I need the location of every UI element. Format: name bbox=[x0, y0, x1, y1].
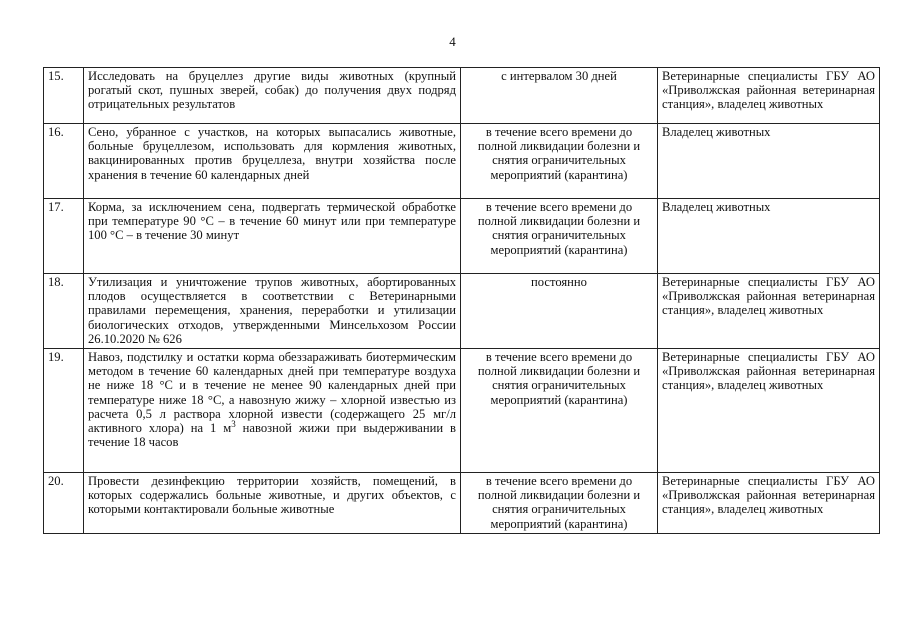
responsible-text: Ветеринарные специалисты ГБУ АО «Приволжская районная ветеринарная станция», владелец животных bbox=[658, 473, 880, 534]
row-number: 20. bbox=[44, 473, 84, 534]
table-row bbox=[44, 473, 880, 534]
row-number: 17. bbox=[44, 199, 84, 274]
row-number: 15. bbox=[44, 68, 84, 124]
term-text: с интервалом 30 дней bbox=[461, 68, 658, 124]
table-row bbox=[44, 68, 880, 124]
row-number: 18. bbox=[44, 274, 84, 349]
responsible-text: Ветеринарные специалисты ГБУ АО «Приволжская районная ветеринарная станция», владелец животных bbox=[658, 349, 880, 473]
measure-text: Корма, за исключением сена, подвергать термической обработке при температуре 90 °С – в течение 60 минут или при температуре 100 °С – в течение 30 минут bbox=[84, 199, 461, 274]
table-row bbox=[44, 124, 880, 199]
measure-text: Сено, убранное с участков, на которых выпасались животные, больные бруцеллезом, использовать для кормления животных, вакцинированных против бруцеллеза, внутри хозяйства после хранения в течение 60 календарных дней bbox=[84, 124, 461, 199]
table-row bbox=[44, 199, 880, 274]
measure-text-part: Навоз, подстилку и остатки корма обеззараживать биотермическим методом в течение 60 календарных дней при температуре воздуха не ниже 18 °С и в течение не менее 90 календарных дней при температуре ниже 18 °С, а навозную жижу – хлорной известью из расчета 0,5 л раствора хлорной извести (содержащего 25 мг/л активного хлора) на 1 м bbox=[88, 350, 456, 436]
responsible-text: Ветеринарные специалисты ГБУ АО «Приволжская районная ветеринарная станция», владелец животных bbox=[658, 274, 880, 349]
measure-text bbox=[84, 349, 461, 473]
measures-table bbox=[43, 67, 880, 534]
page-number: 4 bbox=[449, 34, 456, 49]
row-number: 16. bbox=[44, 124, 84, 199]
table-row bbox=[44, 349, 880, 473]
measure-text: Исследовать на бруцеллез другие виды животных (крупный рогатый скот, пушных зверей, собак) до получения двух подряд отрицательных результатов bbox=[84, 68, 461, 124]
responsible-text: Ветеринарные специалисты ГБУ АО «Приволжская районная ветеринарная станция», владелец животных bbox=[658, 68, 880, 124]
term-text: в течение всего времени до полной ликвидации болезни и снятия ограничительных мероприятий (карантина) bbox=[461, 473, 658, 534]
table-row bbox=[44, 274, 880, 349]
term-text: в течение всего времени до полной ликвидации болезни и снятия ограничительных мероприятий (карантина) bbox=[461, 199, 658, 274]
measure-text: Провести дезинфекцию территории хозяйств, помещений, в которых содержались больные животные, и других объектов, с которыми контактировали больные животные bbox=[84, 473, 461, 534]
measure-text: Утилизация и уничтожение трупов животных, абортированных плодов осуществляется в соответствии с Ветеринарными правилами перемещения, хранения, переработки и утилизации биологических отходов, утвержденными Минсельхозом России 26.10.2020 № 626 bbox=[84, 274, 461, 349]
responsible-text: Владелец животных bbox=[658, 199, 880, 274]
term-text: в течение всего времени до полной ликвидации болезни и снятия ограничительных мероприятий (карантина) bbox=[461, 124, 658, 199]
superscript-cubed: 3 bbox=[231, 418, 236, 429]
measure-text-part: навозной жижи при выдерживании в течение 18 часов bbox=[88, 421, 456, 450]
term-text: в течение всего времени до полной ликвидации болезни и снятия ограничительных мероприятий (карантина) bbox=[461, 349, 658, 473]
responsible-text: Владелец животных bbox=[658, 124, 880, 199]
row-number: 19. bbox=[44, 349, 84, 473]
term-text: постоянно bbox=[461, 274, 658, 349]
